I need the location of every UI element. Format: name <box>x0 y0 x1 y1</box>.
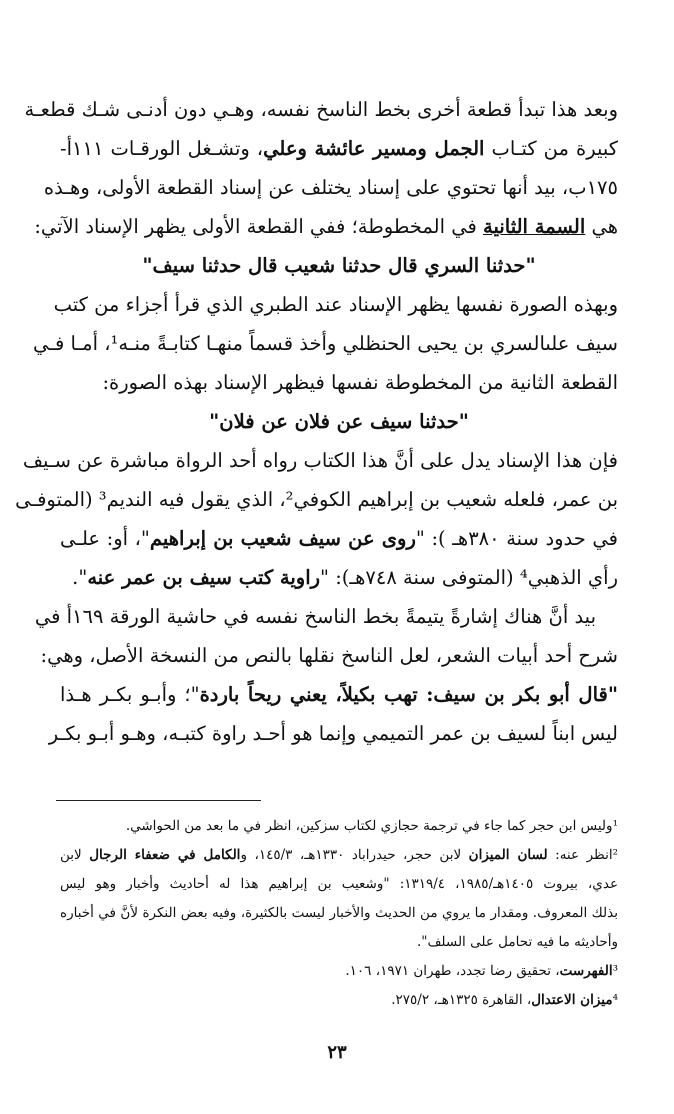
footnote-2-line: وأحاديثه ما فيه تحامل على السلف". <box>416 934 618 950</box>
text-line: وبهذه الصورة نفسها يظهر الإسناد عند الطبري الذي قرأ أجزاء من كتب <box>53 293 618 316</box>
quoted-text: روى عن سيف شعيب بن إبراهيم <box>149 527 416 550</box>
quoted-text: راوية كتب سيف بن عمر عنه <box>87 566 321 589</box>
text-line: سيف علىالسري بن يحيى الحنظلي وأخذ قسماً منهـا كتابـةً منـه¹، أمـا فـي <box>33 332 618 355</box>
footnotes <box>60 812 618 1015</box>
isnad-quote: "حدثنا السري قال حدثنا شعيب قال حدثنا سيف" <box>142 254 536 277</box>
page-number: ٢٣ <box>327 1042 347 1063</box>
isnad-quote: "حدثنا سيف عن فلان عن فلان" <box>209 410 469 433</box>
text-line: فإن هذا الإسناد يدل على أنَّ هذا الكتاب رواه أحد الرواة مباشرة عن سـيف <box>22 449 618 472</box>
text-line: رأي الذهبي⁴ (المتوفى سنة ٧٤٨هـ): "راوية كتب سيف بن عمر عنه". <box>72 566 618 589</box>
text-line: "قال أبو بكر بن سيف: تهب بكيلاً، يعني ريحاً باردة"؛ وأبـو بكـر هـذا <box>60 683 618 706</box>
text-line: شرح أحد أبيات الشعر، لعل الناسخ نقلها بالنص من النسخة الأصل، وهي: <box>40 644 618 667</box>
footnote-2: ²انظر عنه: لسان الميزان لابن حجر، حيدراباد ١٣٣٠هـ، ١٤٥/٣، والكامل في ضعفاء الرجال لابن <box>60 847 619 863</box>
cited-title: الفهرست <box>559 963 613 979</box>
text-line: ١٧٥ب، بيد أنها تحتوي على إسناد يختلف عن إسناد القطعة الأولى، وهـذه <box>43 176 618 199</box>
footnote-2-line: بذلك المعروف. ومقدار ما يروي من الحديث والأخبار ليست بالكثيرة، وفيه بعض النكرة لأنَّ في أخباره <box>60 905 618 921</box>
text-line: القطعة الثانية من المخطوطة نفسها فيظهر الإسناد بهذه الصورة: <box>102 371 618 394</box>
quoted-text: "قال أبو بكر بن سيف: تهب بكيلاً، يعني ريحاً باردة <box>199 683 618 706</box>
footnote-divider <box>56 800 261 801</box>
text-line: بيد أنَّ هناك إشارةً يتيمةً بخط الناسخ نفسه في حاشية الورقة ١٦٩أ في <box>34 605 596 628</box>
footnote-3: ³الفهرست، تحقيق رضا تجدد، طهران ١٩٧١، ١٠٦. <box>345 963 618 979</box>
footnote-2-line: عدي، بيروت ١٤٠٥هـ/١٩٨٥، ١٣١٩/٤: "وشعيب بن إبراهيم هذا له أحاديث وأخبار وهو ليس <box>60 876 619 892</box>
text-line: وبعد هذا تبدأ قطعة أخرى بخط الناسخ نفسه، وهـي دون أدنـى شـك قطعـة <box>24 98 618 121</box>
text-line: هي السمة الثانية في المخطوطة؛ ففي القطعة الأولى يظهر الإسناد الآتي: <box>34 215 618 238</box>
book-title: الجمل ومسير عائشة وعلي <box>263 137 485 160</box>
footnote-4: ⁴ميزان الاعتدال، القاهرة ١٣٢٥هـ، ٢٧٥/٢. <box>391 992 618 1008</box>
footnote-1: ¹وليس ابن حجر كما جاء في ترجمة حجازي لكتاب سزكين، انظر في ما بعد من الحواشي. <box>125 818 618 834</box>
text-line: في حدود سنة ٣٨٠هـ ): "روى عن سيف شعيب بن إبراهيم"، أو: علـى <box>60 527 618 550</box>
main-text <box>15 90 619 753</box>
text-line: ليس ابناً لسيف بن عمر التميمي وإنما هو أحـد راوة كتبـه، وهـو أبـو بكـر <box>48 722 618 745</box>
cited-title: لسان الميزان <box>468 847 548 863</box>
text-line: كبيرة من كتـاب الجمل ومسير عائشة وعلي، وتشـغل الورقـات ١١١أ- <box>60 137 619 160</box>
text-line: بن عمر، فلعله شعيب بن إبراهيم الكوفي²، الذي يقول فيه النديم³ (المتوفـى <box>15 488 618 511</box>
cited-title: ميزان الاعتدال <box>531 992 613 1008</box>
cited-title: الكامل في ضعفاء الرجال <box>89 847 241 863</box>
emphasis-term: السمة الثانية <box>483 215 586 238</box>
